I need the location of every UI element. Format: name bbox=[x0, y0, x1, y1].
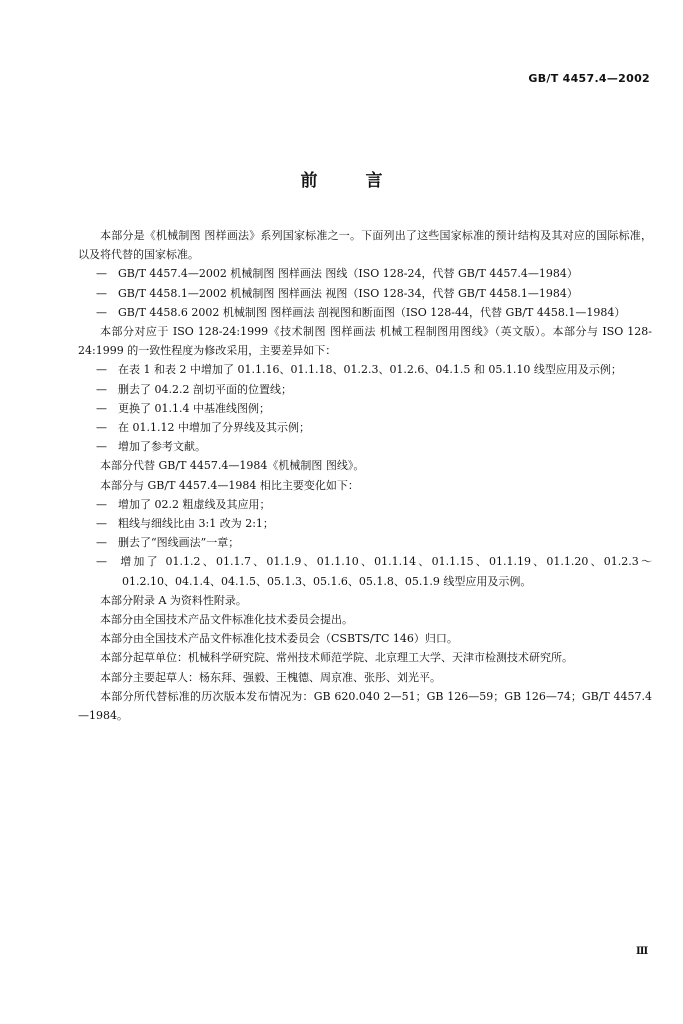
dash-mark: — bbox=[96, 286, 107, 300]
dash-mark: — bbox=[96, 555, 107, 569]
dash-mark: — bbox=[96, 382, 107, 396]
paragraph: 本部分与 GB/T 4457.4—1984 相比主要变化如下： bbox=[100, 478, 359, 492]
paragraph: 本部分代替 GB/T 4457.4—1984《机械制图 图线》。 bbox=[100, 459, 365, 473]
dash-item-text: 在 01.1.12 中增加了分界线及其示例； bbox=[118, 421, 310, 435]
dash-item bbox=[78, 418, 652, 437]
dash-item bbox=[78, 437, 652, 456]
paragraph: 本部分起草单位：机械科学研究院、常州技术师范学院、北京理工大学、天津市检测技术研究所。 bbox=[100, 651, 573, 665]
dash-mark: — bbox=[96, 497, 107, 511]
dash-item-text: 粗线与细线比由 3:1 改为 2:1； bbox=[118, 517, 274, 531]
dash-item bbox=[78, 284, 652, 303]
dash-item bbox=[78, 514, 652, 533]
dash-item bbox=[78, 399, 652, 418]
dash-mark: — bbox=[96, 267, 107, 281]
dash-mark: — bbox=[96, 440, 107, 454]
dash-mark: — bbox=[96, 517, 107, 531]
dash-item-text: 删去了“图线画法”一章； bbox=[118, 536, 240, 550]
dash-mark: — bbox=[96, 421, 107, 435]
dash-item-text: 删去了 04.2.2 剖切平面的位置线； bbox=[118, 382, 292, 396]
dash-item-text: GB/T 4458.6 2002 机械制图 图样画法 剖视图和断面图（ISO 128-44，代替 GB/T 4458.1—1984） bbox=[118, 305, 626, 319]
dash-mark: — bbox=[96, 401, 107, 415]
dash-item bbox=[78, 360, 652, 379]
paragraph: 本部分是《机械制图 图样画法》系列国家标准之一。下面列出了这些国家标准的预计结构及其对应的国际标准，以及将代替的国家标准。 bbox=[78, 229, 652, 262]
foreword-body bbox=[78, 226, 652, 725]
dash-item bbox=[78, 495, 652, 514]
paragraph: 本部分由全国技术产品文件标准化技术委员会提出。 bbox=[100, 613, 353, 627]
document-code: GB/T 4457.4—2002 bbox=[528, 72, 650, 85]
dash-item-text: 增加了参考文献。 bbox=[118, 440, 206, 454]
paragraph: 本部分对应于 ISO 128-24:1999《技术制图 图样画法 机械工程制图用图线》（英文版）。本部分与 ISO 128-24:1999 的一致性程度为修改采用，主要差异如下： bbox=[78, 325, 652, 358]
dash-item bbox=[78, 533, 652, 552]
paragraph: 本部分附录 A 为资料性附录。 bbox=[100, 593, 247, 607]
dash-item bbox=[78, 303, 652, 322]
dash-item bbox=[78, 264, 652, 283]
dash-item bbox=[78, 380, 652, 399]
dash-item-text: 增加了 01.1.2、01.1.7、01.1.9、01.1.10、01.1.14、01.1.15、01.1.19、01.1.20、01.2.3～01.2.10、04.1.4、04.1.5、05.1.3、05.1.6、05.1.8、05.1.9 线型应用及示例。 bbox=[118, 555, 652, 588]
dash-item-text: 在表 1 和表 2 中增加了 01.1.16、01.1.18、01.2.3、01.2.6、04.1.5 和 05.1.10 线型应用及示例； bbox=[118, 363, 622, 377]
dash-mark: — bbox=[96, 363, 107, 377]
dash-item-text: GB/T 4458.1—2002 机械制图 图样画法 视图（ISO 128-34，代替 GB/T 4458.1—1984） bbox=[118, 286, 578, 300]
dash-mark: — bbox=[96, 536, 107, 550]
dash-item-text: 增加了 02.2 粗虚线及其应用； bbox=[118, 497, 271, 511]
paragraph: 本部分由全国技术产品文件标准化技术委员会（CSBTS/TC 146）归口。 bbox=[100, 632, 458, 646]
dash-item-text: 更换了 01.1.4 中基准线图例； bbox=[118, 401, 270, 415]
dash-item-text: GB/T 4457.4—2002 机械制图 图样画法 图线（ISO 128-24，代替 GB/T 4457.4—1984） bbox=[118, 267, 578, 281]
paragraph: 本部分主要起草人：杨东拜、强毅、王槐德、周京准、张彤、刘光平。 bbox=[100, 670, 441, 684]
paragraph: 本部分所代替标准的历次版本发布情况为：GB 620.040 2—51；GB 126—59；GB 126—74；GB/T 4457.4—1984。 bbox=[78, 689, 652, 723]
page-title: 前言 bbox=[300, 171, 431, 191]
page-number: Ⅲ bbox=[636, 946, 649, 957]
dash-item bbox=[78, 552, 652, 590]
dash-mark: — bbox=[96, 305, 107, 319]
